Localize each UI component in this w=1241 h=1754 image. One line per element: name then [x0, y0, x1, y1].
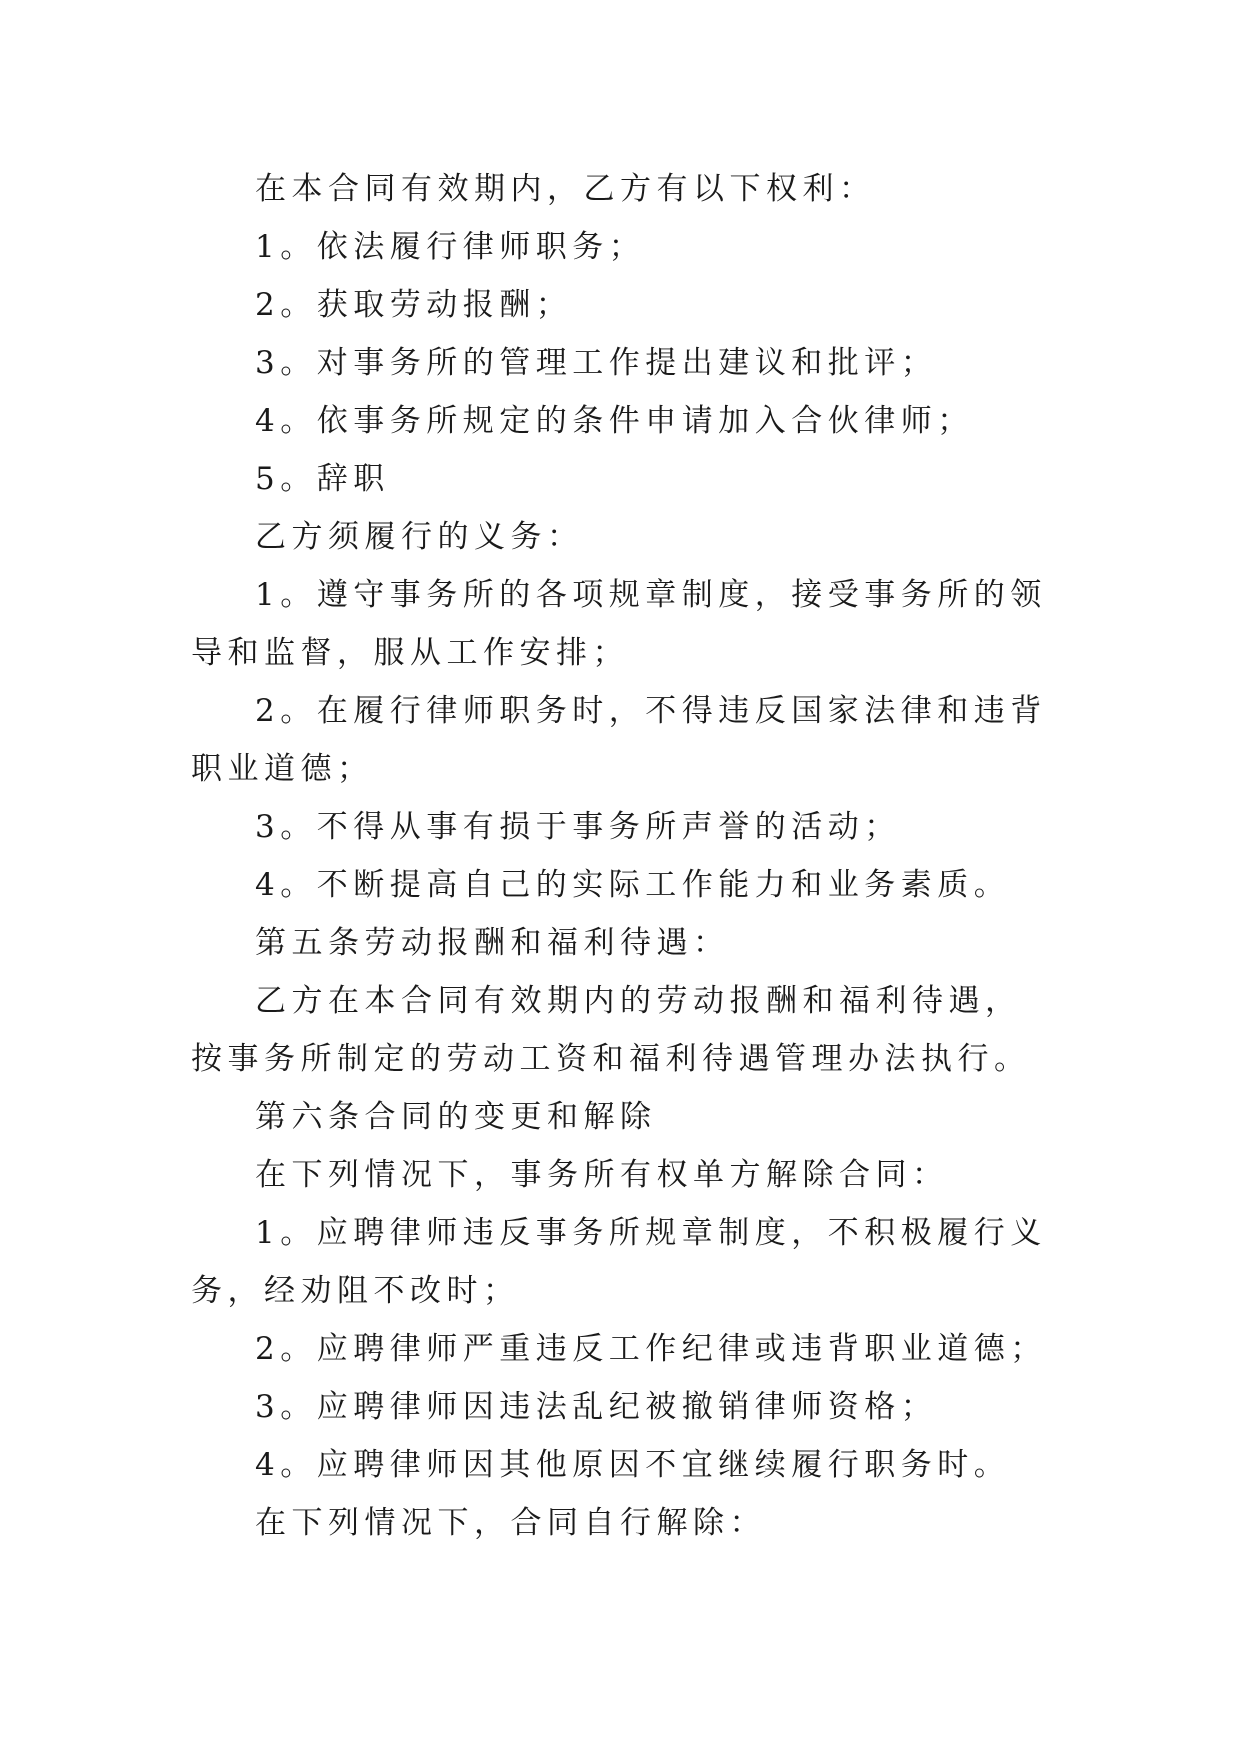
- paragraph-termination-3: 3。应聘律师因违法乱纪被撤销律师资格；: [255, 1389, 938, 1425]
- paragraph-article-5-body: 乙方在本合同有效期内的劳动报酬和福利待遇，按事务所制定的劳动工资和福利待遇管理办法执行。: [191, 983, 1031, 1077]
- document-body: [191, 160, 1051, 1552]
- paragraph-termination-intro: 在下列情况下，事务所有权单方解除合同：: [255, 1157, 949, 1193]
- paragraph-right-4: 4。依事务所规定的条件申请加入合伙律师；: [255, 403, 974, 439]
- paragraph-duty-3: 3。不得从事有损于事务所声誉的活动；: [255, 809, 901, 845]
- paragraph-auto-termination-intro: 在下列情况下，合同自行解除：: [255, 1505, 766, 1541]
- paragraph-article-6-heading: 第六条合同的变更和解除: [255, 1099, 657, 1135]
- paragraph-duty-4: 4。不断提高自己的实际工作能力和业务素质。: [255, 867, 1011, 903]
- paragraph-duty-1: 1。遵守事务所的各项规章制度，接受事务所的领导和监督，服从工作安排；: [191, 577, 1047, 671]
- paragraph-duty-2: 2。在履行律师职务时，不得违反国家法律和违背职业道德；: [191, 693, 1047, 787]
- paragraph-right-2: 2。获取劳动报酬；: [255, 287, 573, 323]
- paragraph-termination-2: 2。应聘律师严重违反工作纪律或违背职业道德；: [255, 1331, 1047, 1367]
- paragraph-termination-4: 4。应聘律师因其他原因不宜继续履行职务时。: [255, 1447, 1011, 1483]
- paragraph-rights-intro: 在本合同有效期内，乙方有以下权利：: [255, 171, 876, 207]
- paragraph-right-1: 1。依法履行律师职务；: [255, 229, 646, 265]
- paragraph-right-3: 3。对事务所的管理工作提出建议和批评；: [255, 345, 938, 381]
- paragraph-article-5-heading: 第五条劳动报酬和福利待遇：: [255, 925, 730, 961]
- paragraph-termination-1: 1。应聘律师违反事务所规章制度，不积极履行义务，经劝阻不改时；: [191, 1215, 1047, 1309]
- paragraph-right-5: 5。辞职: [255, 461, 390, 497]
- paragraph-duties-intro: 乙方须履行的义务：: [255, 519, 584, 555]
